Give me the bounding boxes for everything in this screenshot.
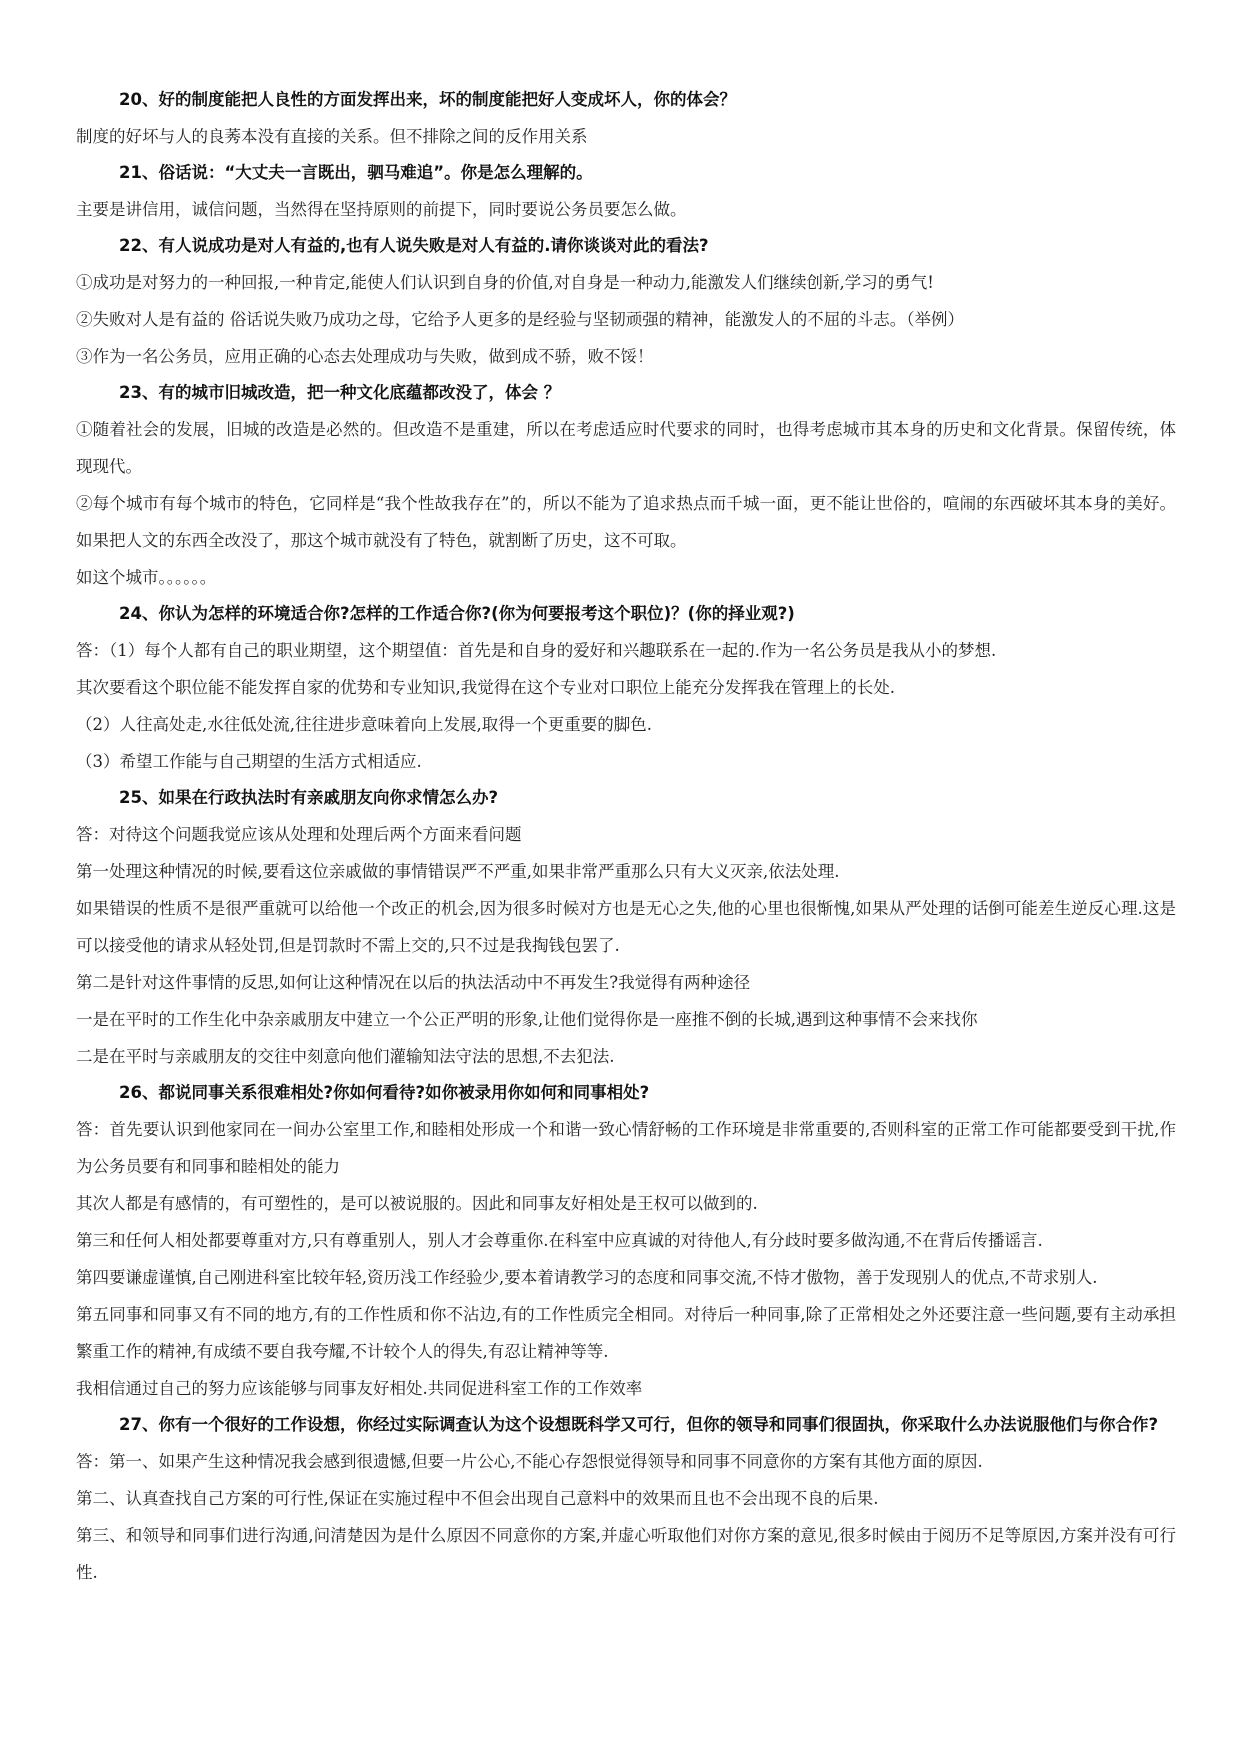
question-25: 25、如果在行政执法时有亲戚朋友向你求情怎么办?: [119, 788, 499, 807]
answer-paragraph: ②每个城市有每个城市的特色，它同样是“我个性故我存在”的，所以不能为了追求热点而千城一面，更不能让世俗的，喧闹的东西破坏其本身的美好。如果把人文的东西全改没了，那这个城市就没有了特色，就割断了历史，这不可取。: [76, 494, 1176, 550]
answer-paragraph: ①成功是对努力的一种回报,一种肯定,能使人们认识到自身的价值,对自身是一种动力,能激发人们继续创新,学习的勇气!: [76, 273, 934, 292]
answer-paragraph: 答：对待这个问题我觉应该从处理和处理后两个方面来看问题: [76, 825, 522, 844]
answer-paragraph: 其次人都是有感情的，有可塑性的，是可以被说服的。因此和同事友好相处是王权可以做到的.: [76, 1194, 758, 1213]
answer-paragraph: 第三、和领导和同事们进行沟通,问清楚因为是什么原因不同意你的方案,并虚心听取他们对你方案的意见,很多时候由于阅历不足等原因,方案并没有可行性.: [76, 1526, 1176, 1582]
answer-paragraph: 其次要看这个职位能不能发挥自家的优势和专业知识,我觉得在这个专业对口职位上能充分发挥我在管理上的长处.: [76, 678, 895, 697]
answer-paragraph: 第三和任何人相处都要尊重对方,只有尊重别人，别人才会尊重你.在科室中应真诚的对待他人,有分歧时要多做沟通,不在背后传播谣言.: [76, 1231, 1043, 1250]
question-26: 26、都说同事关系很难相处?你如何看待?如你被录用你如何和同事相处?: [119, 1083, 650, 1102]
question-21: 21、俗话说：“大丈夫一言既出，驷马难追”。你是怎么理解的。: [119, 163, 593, 182]
answer-paragraph: 一是在平时的工作生化中杂亲戚朋友中建立一个公正严明的形象,让他们觉得你是一座推不倒的长城,遇到这种事情不会来找你: [76, 1010, 978, 1029]
answer-paragraph: ②失败对人是有益的 俗话说失败乃成功之母，它给予人更多的是经验与坚韧顽强的精神，能激发人的不屈的斗志。（举例）: [76, 310, 964, 329]
answer-paragraph: 主要是讲信用，诚信问题，当然得在坚持原则的前提下，同时要说公务员要怎么做。: [76, 200, 687, 219]
answer-paragraph: 制度的好坏与人的良莠本没有直接的关系。但不排除之间的反作用关系: [76, 127, 588, 146]
answer-paragraph: （3）希望工作能与自己期望的生活方式相适应.: [76, 752, 422, 771]
answer-paragraph: ③作为一名公务员，应用正确的心态去处理成功与失败，做到成不骄，败不馁！: [76, 347, 654, 366]
answer-paragraph: 第二是针对这件事情的反思,如何让这种情况在以后的执法活动中不再发生?我觉得有两种途径: [76, 973, 751, 992]
answer-paragraph: ①随着社会的发展，旧城的改造是必然的。但改造不是重建，所以在考虑适应时代要求的同时，也得考虑城市其本身的历史和文化背景。保留传统，体现现代。: [76, 420, 1176, 476]
answer-paragraph: 我相信通过自己的努力应该能够与同事友好相处.共同促进科室工作的工作效率: [76, 1379, 643, 1398]
answer-paragraph: 第二、认真查找自己方案的可行性,保证在实施过程中不但会出现自己意料中的效果而且也不会出现不良的后果.: [76, 1489, 879, 1508]
answer-paragraph: 第五同事和同事又有不同的地方,有的工作性质和你不沾边,有的工作性质完全相同。对待后一种同事,除了正常相处之外还要注意一些问题,要有主动承担繁重工作的精神,有成绩不要自我夸耀,不计较个人的得失,有忍让精神等等.: [76, 1305, 1176, 1361]
question-20: 20、好的制度能把人良性的方面发挥出来，坏的制度能把好人变成坏人，你的体会？: [119, 90, 736, 109]
answer-paragraph: 如这个城市。。。。。。: [76, 568, 217, 587]
question-24: 24、你认为怎样的环境适合你?怎样的工作适合你?(你为何要报考这个职位)？(你的择业观?): [119, 604, 795, 623]
answer-paragraph: 答：首先要认识到他家同在一间办公室里工作,和睦相处形成一个和谐一致心情舒畅的工作环境是非常重要的,否则科室的正常工作可能都要受到干扰,作为公务员要有和同事和睦相处的能力: [76, 1120, 1176, 1176]
answer-paragraph: 第四要谦虚谨慎,自己刚进科室比较年轻,资历浅工作经验少,要本着请教学习的态度和同事交流,不恃才傲物，善于发现别人的优点,不苛求别人.: [76, 1268, 1098, 1287]
question-23: 23、有的城市旧城改造，把一种文化底蕴都改没了，体会 ？: [119, 383, 561, 402]
answer-paragraph: 答：第一、如果产生这种情况我会感到很遗憾,但要一片公心,不能心存怨恨觉得领导和同事不同意你的方案有其他方面的原因.: [76, 1452, 983, 1471]
answer-paragraph: 第一处理这种情况的时候,要看这位亲戚做的事情错误严不严重,如果非常严重那么只有大义灭亲,依法处理.: [76, 862, 840, 881]
answer-paragraph: （2）人往高处走,水往低处流,往往进步意味着向上发展,取得一个更重要的脚色.: [76, 715, 652, 734]
answer-paragraph: 如果错误的性质不是很严重就可以给他一个改正的机会,因为很多时候对方也是无心之失,他的心里也很惭愧,如果从严处理的话倒可能差生逆反心理.这是可以接受他的请求从轻处罚,但是罚款时不需上交的,只不过是我掏钱包罢了.: [76, 899, 1176, 955]
answer-paragraph: 二是在平时与亲戚朋友的交往中刻意向他们灌输知法守法的思想,不去犯法.: [76, 1047, 615, 1066]
document-body: [76, 82, 1176, 1591]
question-22: 22、有人说成功是对人有益的,也有人说失败是对人有益的.请你谈谈对此的看法?: [119, 236, 709, 255]
question-27: 27、你有一个很好的工作设想，你经过实际调查认为这个设想既科学又可行，但你的领导和同事们很固执，你采取什么办法说服他们与你合作?: [119, 1415, 1159, 1434]
answer-paragraph: 答：（1）每个人都有自己的职业期望，这个期望值：首先是和自身的爱好和兴趣联系在一起的.作为一名公务员是我从小的梦想.: [76, 641, 997, 660]
